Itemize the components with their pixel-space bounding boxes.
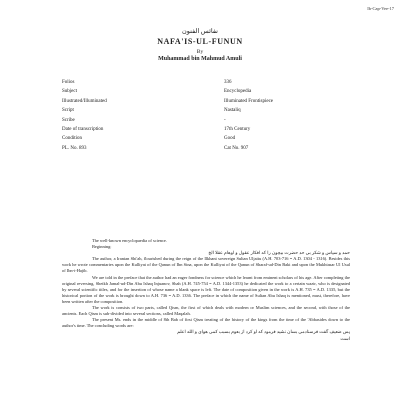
intro-text: The well-known encyclopaedia of science. <box>92 238 167 243</box>
ending-word: است <box>340 335 350 341</box>
paragraph-ending: The present Ms. ends in the middle of 8th Bab of first Qism treating of the history of the kings from the time of the 'Abbasides down to the author's time. The concluding words are: <box>62 317 350 329</box>
beginning-arabic-text: حمد و سپاس و شکر بی حد حضرت بیچون را که افکار عقول و اوهام عقلا الخ <box>208 250 350 256</box>
metadata-row <box>62 144 352 153</box>
document-title: NAFA'IS-UL-FUNUN <box>157 37 243 46</box>
metadata-value: Cat No. 907 <box>224 145 249 151</box>
metadata-label: Subject <box>62 89 77 95</box>
metadata-row <box>62 97 352 106</box>
metadata-label: Scribe <box>62 117 75 123</box>
metadata-table <box>62 78 352 153</box>
metadata-row <box>62 116 352 125</box>
metadata-row <box>62 134 352 143</box>
metadata-row <box>62 78 352 87</box>
metadata-value: Illuminated Frontispiece <box>224 98 274 104</box>
author-name: Muhammad bin Mahmud Amuli <box>158 56 242 62</box>
metadata-value: Encyclopedia <box>224 89 252 95</box>
metadata-row <box>62 87 352 96</box>
paragraph-author: The author, a Iranian Shi'ah, flourished during the reign of the Ilkhani sovereign Sultan Uljaitu (A.H. 703-716 = A.D. 1304 - 1316). Besides this work he wrote commentaries upon the Kulliyat of the Qanun of Ibn Sina, upon the Kulliyat of the Qanun of Sharaf-ud-Din Baki and upon the Mukhtasar Ul Usul of Ibn-i-Hajib. <box>62 256 350 274</box>
metadata-value: Nastaliq <box>224 108 241 114</box>
metadata-row <box>62 125 352 134</box>
metadata-value: Good <box>224 136 236 142</box>
ending-arabic-text: پس ضعیف گفت فرسنادمی بسان نشید فرمود که او کرد از بعوم بسبب کمی هوای و الله اعلم <box>177 329 350 335</box>
paragraph-preface: We are told in the preface that the author had an eager fondness for science which he learnt from eminent scholars of his age. After completing the original reversing, Sheikh Jamal-ud-Din Abu Ishaq Injuanov, Shah (A.H. 745-754 = A.D. 1344-1353) he dedicated the work to a certain wazir, who is designated by several scientific titles, and for the insertion of whose name a blank space is left. The date of composition given in the work is A.H. 735 = A.D. 1335, but the historical portion of the work is brought down to A.H. 736 = A.D. 1336. The preface in which the name of Sultan Abu Ishaq is mentioned, must, therefore, have been written after the composition. <box>62 274 350 304</box>
metadata-label: Script <box>62 108 74 114</box>
metadata-value: 17th Century <box>224 126 251 132</box>
metadata-label: Illustrated/Illuminated <box>62 98 107 104</box>
beginning-label: Beginning: <box>92 244 112 250</box>
metadata-value: 336 <box>224 80 232 85</box>
paragraph-structure: The work is consists of two parts, called Qism, the first of which deals with modern or Muslim sciences, and the second, with those of the ancients. Each Qism is sub-divided into several sections, called Maqalah. <box>62 305 350 317</box>
metadata-label: Date of transcription <box>62 126 104 132</box>
catalog-reference: Ib-Cap-Vee-17 <box>367 6 394 11</box>
metadata-row <box>62 106 352 115</box>
metadata-label: Condition <box>62 136 83 142</box>
metadata-label: PL. No. 893 <box>62 145 87 151</box>
description-body <box>62 238 350 342</box>
byline-label: By <box>196 49 204 55</box>
metadata-label: Folios <box>62 80 75 85</box>
metadata-value: - <box>224 117 226 123</box>
title-arabic: نفائس الفنون <box>182 28 218 35</box>
